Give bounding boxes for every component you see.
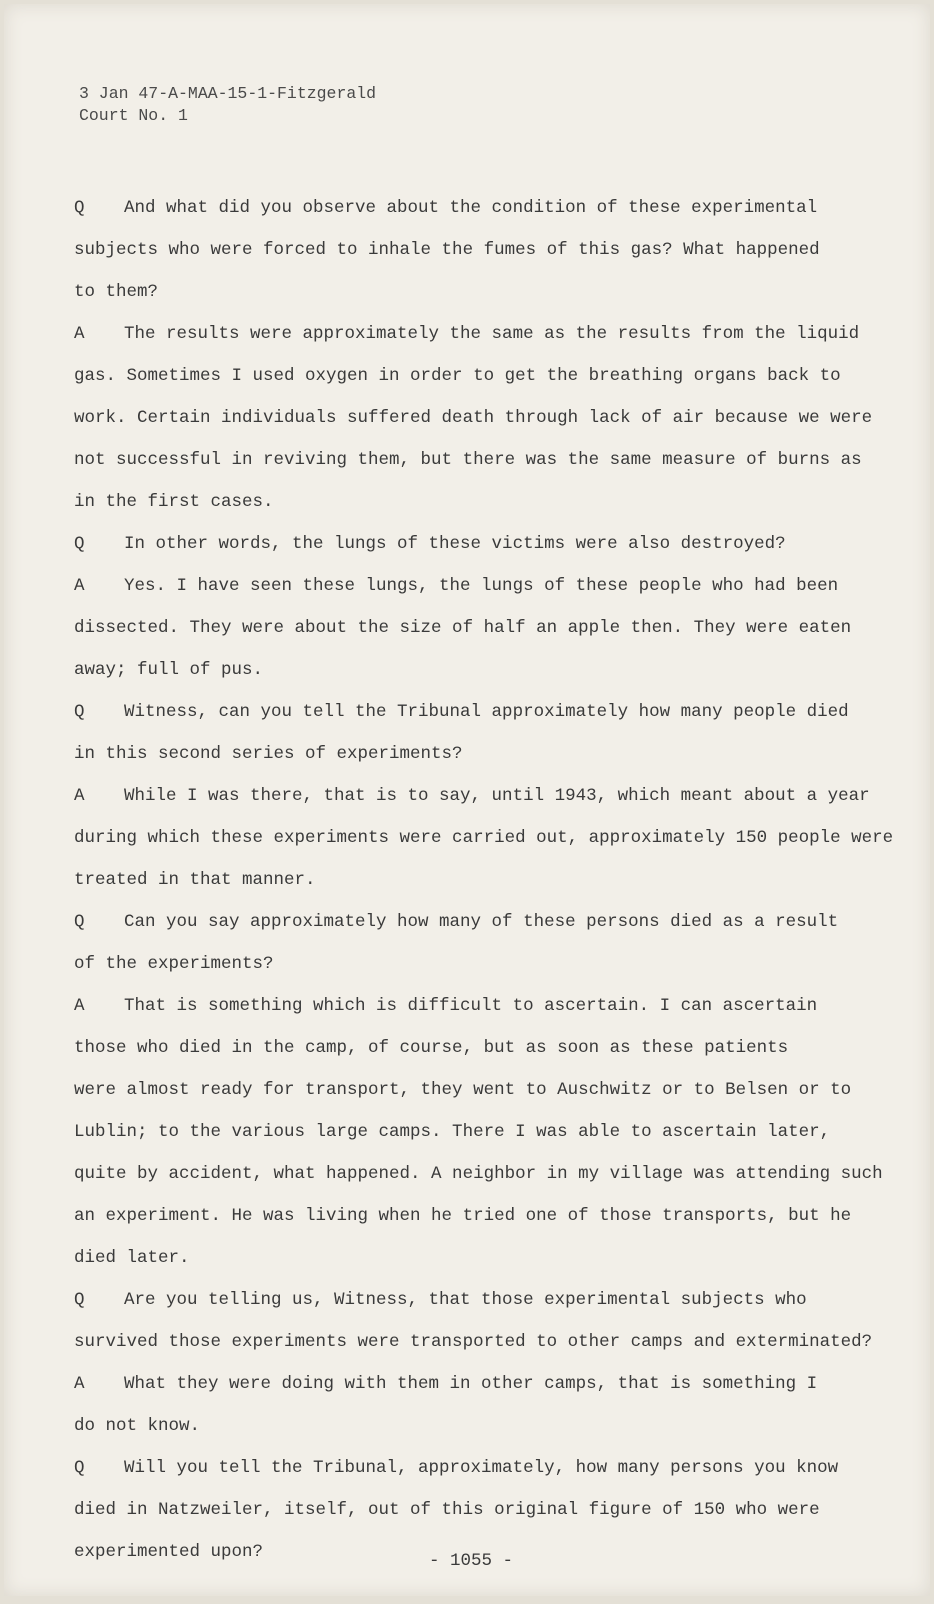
line-text: Can you say approximately how many of these persons died as a result	[124, 912, 839, 932]
question-label: Q	[74, 702, 85, 722]
transcript-line	[74, 733, 874, 775]
line-text: were almost ready for transport, they went to Auschwitz or to Belsen or to	[74, 1080, 852, 1100]
line-text: Witness, can you tell the Tribunal approximately how many people died	[124, 702, 849, 722]
line-text: In other words, the lungs of these victims were also destroyed?	[124, 534, 786, 554]
transcript-line	[74, 229, 874, 271]
line-text: subjects who were forced to inhale the fumes of this gas? What happened	[74, 240, 820, 260]
transcript-line	[74, 397, 874, 439]
transcript-line	[74, 1447, 874, 1489]
line-text: dissected. They were about the size of half an apple then. They were eaten	[74, 618, 852, 638]
transcript-line	[74, 1363, 874, 1405]
question-label: Q	[74, 534, 85, 554]
document-page	[4, 4, 930, 1596]
transcript-line	[74, 355, 874, 397]
question-paragraph	[74, 691, 874, 775]
transcript-line	[74, 691, 874, 733]
question-paragraph	[74, 187, 874, 313]
answer-label: A	[74, 996, 85, 1016]
answer-label: A	[74, 786, 85, 806]
line-text: Lublin; to the various large camps. There I was able to ascertain later,	[74, 1122, 831, 1142]
transcript-line	[74, 607, 874, 649]
transcript-line	[74, 439, 874, 481]
transcript-line	[74, 565, 874, 607]
answer-label: A	[74, 1374, 85, 1394]
transcript-line	[74, 859, 874, 901]
line-text: The results were approximately the same as the results from the liquid	[124, 324, 860, 344]
line-text: gas. Sometimes I used oxygen in order to get the breathing organs back to	[74, 366, 841, 386]
line-text: Will you tell the Tribunal, approximately, how many persons you know	[124, 1458, 839, 1478]
answer-paragraph	[74, 775, 894, 901]
page-number: - 1055 -	[428, 1551, 513, 1571]
line-text: And what did you observe about the condition of these experimental	[124, 198, 818, 218]
question-paragraph	[74, 901, 874, 985]
transcript-line	[74, 901, 874, 943]
line-text: What they were doing with them in other camps, that is something I	[124, 1374, 818, 1394]
court-number: Court No. 1	[79, 106, 188, 125]
question-label: Q	[74, 198, 85, 218]
line-text: treated in that manner.	[74, 870, 316, 890]
answer-paragraph	[74, 565, 874, 691]
transcript-line	[74, 187, 874, 229]
transcript-line	[74, 1321, 874, 1363]
transcript-line	[74, 775, 874, 817]
transcript-line	[74, 649, 874, 691]
line-text: Yes. I have seen these lungs, the lungs of these people who had been	[124, 576, 839, 596]
line-text: away; full of pus.	[74, 660, 264, 680]
line-text: those who died in the camp, of course, but as soon as these patients	[74, 1038, 789, 1058]
line-text: in this second series of experiments?	[74, 744, 463, 764]
line-text: an experiment. He was living when he tried one of those transports, but he	[74, 1206, 852, 1226]
transcript-line	[74, 1195, 874, 1237]
transcript-line	[74, 1111, 874, 1153]
line-text: in the first cases.	[74, 492, 274, 512]
answer-paragraph	[74, 985, 883, 1279]
document-header	[79, 83, 376, 127]
question-paragraph	[74, 1279, 874, 1363]
answer-paragraph	[74, 313, 874, 523]
transcript-line	[74, 1237, 874, 1279]
transcript-line	[74, 817, 894, 859]
transcript-line	[74, 1279, 874, 1321]
transcript-body	[74, 187, 894, 1573]
line-text: not successful in reviving them, but there was the same measure of burns as	[74, 450, 862, 470]
transcript-line	[74, 1405, 874, 1447]
answer-label: A	[74, 576, 85, 596]
page-footer	[4, 1551, 930, 1571]
transcript-line	[74, 1153, 883, 1195]
transcript-line	[74, 1027, 874, 1069]
line-text: Are you telling us, Witness, that those experimental subjects who	[124, 1290, 807, 1310]
transcript-line	[74, 313, 874, 355]
line-text: of the experiments?	[74, 954, 274, 974]
transcript-line	[74, 1489, 874, 1531]
transcript-line	[74, 943, 874, 985]
transcript-line	[74, 481, 874, 523]
line-text: While I was there, that is to say, until 1943, which meant about a year	[124, 786, 870, 806]
transcript-line	[74, 985, 874, 1027]
transcript-line	[74, 1069, 874, 1111]
transcript-line	[74, 523, 874, 565]
question-label: Q	[74, 1290, 85, 1310]
line-text: do not know.	[74, 1416, 201, 1436]
line-text: to them?	[74, 282, 159, 302]
line-text: died later.	[74, 1248, 190, 1268]
line-text: That is something which is difficult to ascertain. I can ascertain	[124, 996, 818, 1016]
line-text: during which these experiments were carried out, approximately 150 people were	[74, 828, 894, 848]
line-text: survived those experiments were transported to other camps and exterminated?	[74, 1332, 873, 1352]
question-label: Q	[74, 912, 85, 932]
transcript-line	[74, 271, 874, 313]
line-text: quite by accident, what happened. A neighbor in my village was attending such	[74, 1164, 883, 1184]
line-text: work. Certain individuals suffered death through lack of air because we were	[74, 408, 873, 428]
line-text: experimented upon?	[74, 1542, 264, 1562]
question-label: Q	[74, 1458, 85, 1478]
line-text: died in Natzweiler, itself, out of this original figure of 150 who were	[74, 1500, 820, 1520]
question-paragraph	[74, 523, 874, 565]
case-reference: 3 Jan 47-A-MAA-15-1-Fitzgerald	[79, 84, 377, 103]
answer-label: A	[74, 324, 85, 344]
answer-paragraph	[74, 1363, 874, 1447]
